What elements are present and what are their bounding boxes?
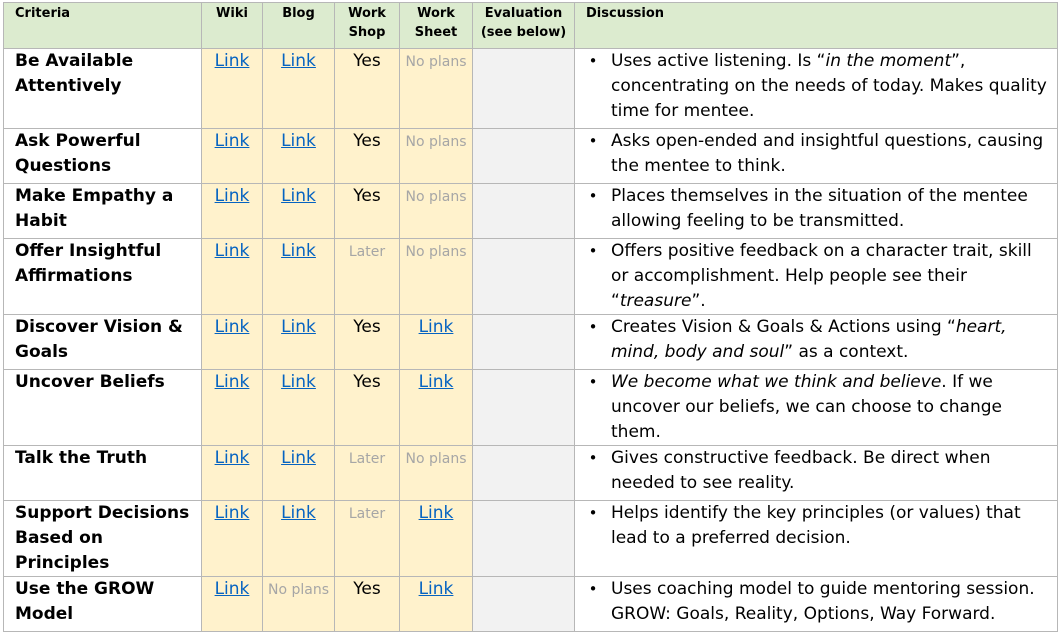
worksheet-status: No plans [405, 189, 467, 205]
evaluation-cell [473, 577, 575, 632]
workshop-status: Yes [353, 51, 381, 71]
evaluation-cell [473, 129, 575, 184]
wiki-cell [202, 239, 263, 315]
discussion-cell [575, 370, 1058, 446]
workshop-status: Later [348, 451, 386, 467]
evaluation-cell [473, 184, 575, 239]
blog-status: No plans [267, 582, 329, 598]
header-wiki: Wiki [202, 3, 263, 49]
criteria-cell: Be Available Attentively [4, 49, 202, 129]
blog-link[interactable]: Link [281, 372, 316, 392]
blog-link[interactable]: Link [281, 317, 316, 337]
worksheet-link[interactable]: Link [418, 503, 454, 523]
discussion-cell [575, 577, 1058, 632]
workshop-cell [335, 501, 400, 577]
discussion-text [611, 315, 1057, 365]
wiki-cell [202, 370, 263, 446]
discussion-text [611, 49, 1057, 124]
workshop-cell [335, 370, 400, 446]
table-row [4, 370, 1058, 446]
discussion-segment: Places themselves in the situation of the mentee allowing feeling to be transmitted. [611, 186, 1028, 231]
criteria-cell: Use the GROW Model [4, 577, 202, 632]
workshop-cell [335, 184, 400, 239]
criteria-cell: Support Decisions Based on Principles [4, 501, 202, 577]
table-row [4, 577, 1058, 632]
discussion-text [611, 446, 1057, 496]
discussion-segment: Uses active listening. Is “ [611, 51, 826, 71]
bullet-icon: • [588, 242, 598, 260]
criteria-cell: Ask Powerful Questions [4, 129, 202, 184]
discussion-cell [575, 446, 1058, 501]
discussion-segment: treasure [619, 291, 692, 311]
wiki-cell [202, 501, 263, 577]
evaluation-cell [473, 446, 575, 501]
workshop-status: Yes [353, 372, 381, 392]
discussion-segment: Helps identify the key principles (or values) that lead to a preferred decision. [611, 503, 1021, 548]
evaluation-cell [473, 370, 575, 446]
discussion-text [611, 239, 1057, 314]
discussion-segment: Uses coaching model to guide mentoring session. GROW: Goals, Reality, Options, Way Forward. [611, 579, 1035, 624]
bullet-icon: • [588, 373, 598, 391]
blog-cell [263, 577, 335, 632]
blog-cell [263, 129, 335, 184]
header-criteria: Criteria [4, 3, 202, 49]
worksheet-cell [400, 370, 473, 446]
blog-link[interactable]: Link [281, 448, 316, 468]
discussion-text [611, 370, 1057, 445]
workshop-cell [335, 315, 400, 370]
workshop-cell [335, 239, 400, 315]
evaluation-cell [473, 49, 575, 129]
discussion-text [611, 129, 1057, 179]
worksheet-cell [400, 577, 473, 632]
worksheet-cell [400, 446, 473, 501]
bullet-icon: • [588, 504, 598, 522]
discussion-segment: ”. [691, 291, 706, 311]
criteria-cell: Uncover Beliefs [4, 370, 202, 446]
worksheet-link[interactable]: Link [418, 372, 454, 392]
blog-cell [263, 184, 335, 239]
blog-cell [263, 501, 335, 577]
discussion-segment: We become what we think and believe [611, 372, 942, 392]
blog-link[interactable]: Link [281, 241, 316, 261]
header-worksheet: Work Sheet [400, 3, 473, 49]
blog-cell [263, 370, 335, 446]
discussion-cell [575, 315, 1058, 370]
discussion-cell [575, 129, 1058, 184]
bullet-icon: • [588, 449, 598, 467]
worksheet-cell [400, 49, 473, 129]
header-evaluation: Evaluation (see below) [473, 3, 575, 49]
worksheet-link[interactable]: Link [418, 579, 454, 599]
blog-link[interactable]: Link [281, 51, 316, 71]
discussion-text [611, 577, 1057, 627]
workshop-status: Yes [353, 186, 381, 206]
discussion-cell [575, 239, 1058, 315]
wiki-cell [202, 49, 263, 129]
worksheet-cell [400, 239, 473, 315]
discussion-segment: ”, concentrating on the needs of today. Makes quality time for mentee. [611, 51, 1047, 121]
table-row [4, 501, 1058, 577]
wiki-cell [202, 129, 263, 184]
blog-cell [263, 315, 335, 370]
wiki-cell [202, 446, 263, 501]
workshop-cell [335, 577, 400, 632]
blog-link[interactable]: Link [281, 131, 316, 151]
workshop-status: Later [348, 506, 386, 522]
wiki-link[interactable]: Link [214, 503, 250, 523]
worksheet-cell [400, 184, 473, 239]
worksheet-status: No plans [405, 54, 467, 70]
criteria-cell: Make Empathy a Habit [4, 184, 202, 239]
blog-cell [263, 239, 335, 315]
workshop-cell [335, 446, 400, 501]
wiki-link[interactable]: Link [214, 51, 250, 71]
criteria-cell: Discover Vision & Goals [4, 315, 202, 370]
table-row [4, 129, 1058, 184]
blog-cell [263, 49, 335, 129]
bullet-icon: • [588, 318, 598, 336]
workshop-cell [335, 129, 400, 184]
wiki-link[interactable]: Link [214, 372, 250, 392]
wiki-link[interactable]: Link [214, 241, 250, 261]
wiki-cell [202, 184, 263, 239]
worksheet-link[interactable]: Link [418, 317, 454, 337]
bullet-icon: • [588, 52, 598, 70]
blog-link[interactable]: Link [281, 503, 316, 523]
workshop-status: Yes [353, 317, 381, 337]
discussion-segment: Gives constructive feedback. Be direct when needed to see reality. [611, 448, 991, 493]
discussion-segment: Asks open-ended and insightful questions, causing the mentee to think. [611, 131, 1044, 176]
table-row [4, 239, 1058, 315]
worksheet-status: No plans [405, 451, 467, 467]
worksheet-cell [400, 129, 473, 184]
evaluation-cell [473, 315, 575, 370]
criteria-cell: Talk the Truth [4, 446, 202, 501]
header-row [4, 3, 1058, 49]
criteria-table [3, 2, 1058, 632]
discussion-cell [575, 184, 1058, 239]
blog-link[interactable]: Link [281, 186, 316, 206]
header-discussion: Discussion [575, 3, 1058, 49]
worksheet-status: No plans [405, 244, 467, 260]
bullet-icon: • [588, 187, 598, 205]
discussion-cell [575, 501, 1058, 577]
discussion-cell [575, 49, 1058, 129]
wiki-cell [202, 315, 263, 370]
table-row [4, 49, 1058, 129]
wiki-link[interactable]: Link [214, 317, 250, 337]
evaluation-cell [473, 239, 575, 315]
discussion-segment: Offers positive feedback on a character trait, skill or accomplishment. Help people see their “ [611, 241, 1032, 311]
worksheet-status: No plans [405, 134, 467, 150]
wiki-cell [202, 577, 263, 632]
discussion-text [611, 184, 1057, 234]
table-row [4, 315, 1058, 370]
bullet-icon: • [588, 580, 598, 598]
wiki-link[interactable]: Link [214, 186, 250, 206]
discussion-segment: . If we uncover our beliefs, we can choose to change them. [611, 372, 1002, 442]
worksheet-cell [400, 315, 473, 370]
blog-cell [263, 446, 335, 501]
workshop-status: Yes [353, 579, 381, 599]
table-row [4, 446, 1058, 501]
workshop-cell [335, 49, 400, 129]
discussion-segment: heart, mind, body and soul [611, 317, 1007, 362]
discussion-text [611, 501, 1057, 551]
worksheet-cell [400, 501, 473, 577]
table-row [4, 184, 1058, 239]
workshop-status: Yes [353, 131, 381, 151]
header-blog: Blog [263, 3, 335, 49]
wiki-link[interactable]: Link [214, 131, 250, 151]
discussion-segment: ” as a context. [784, 342, 909, 362]
header-workshop: Work Shop [335, 3, 400, 49]
wiki-link[interactable]: Link [214, 579, 250, 599]
wiki-link[interactable]: Link [214, 448, 250, 468]
discussion-segment: Creates Vision & Goals & Actions using “ [611, 317, 956, 337]
evaluation-cell [473, 501, 575, 577]
criteria-table-container [3, 2, 1061, 632]
criteria-cell: Offer Insightful Affirmations [4, 239, 202, 315]
workshop-status: Later [348, 244, 386, 260]
bullet-icon: • [588, 132, 598, 150]
discussion-segment: in the moment [825, 51, 952, 71]
